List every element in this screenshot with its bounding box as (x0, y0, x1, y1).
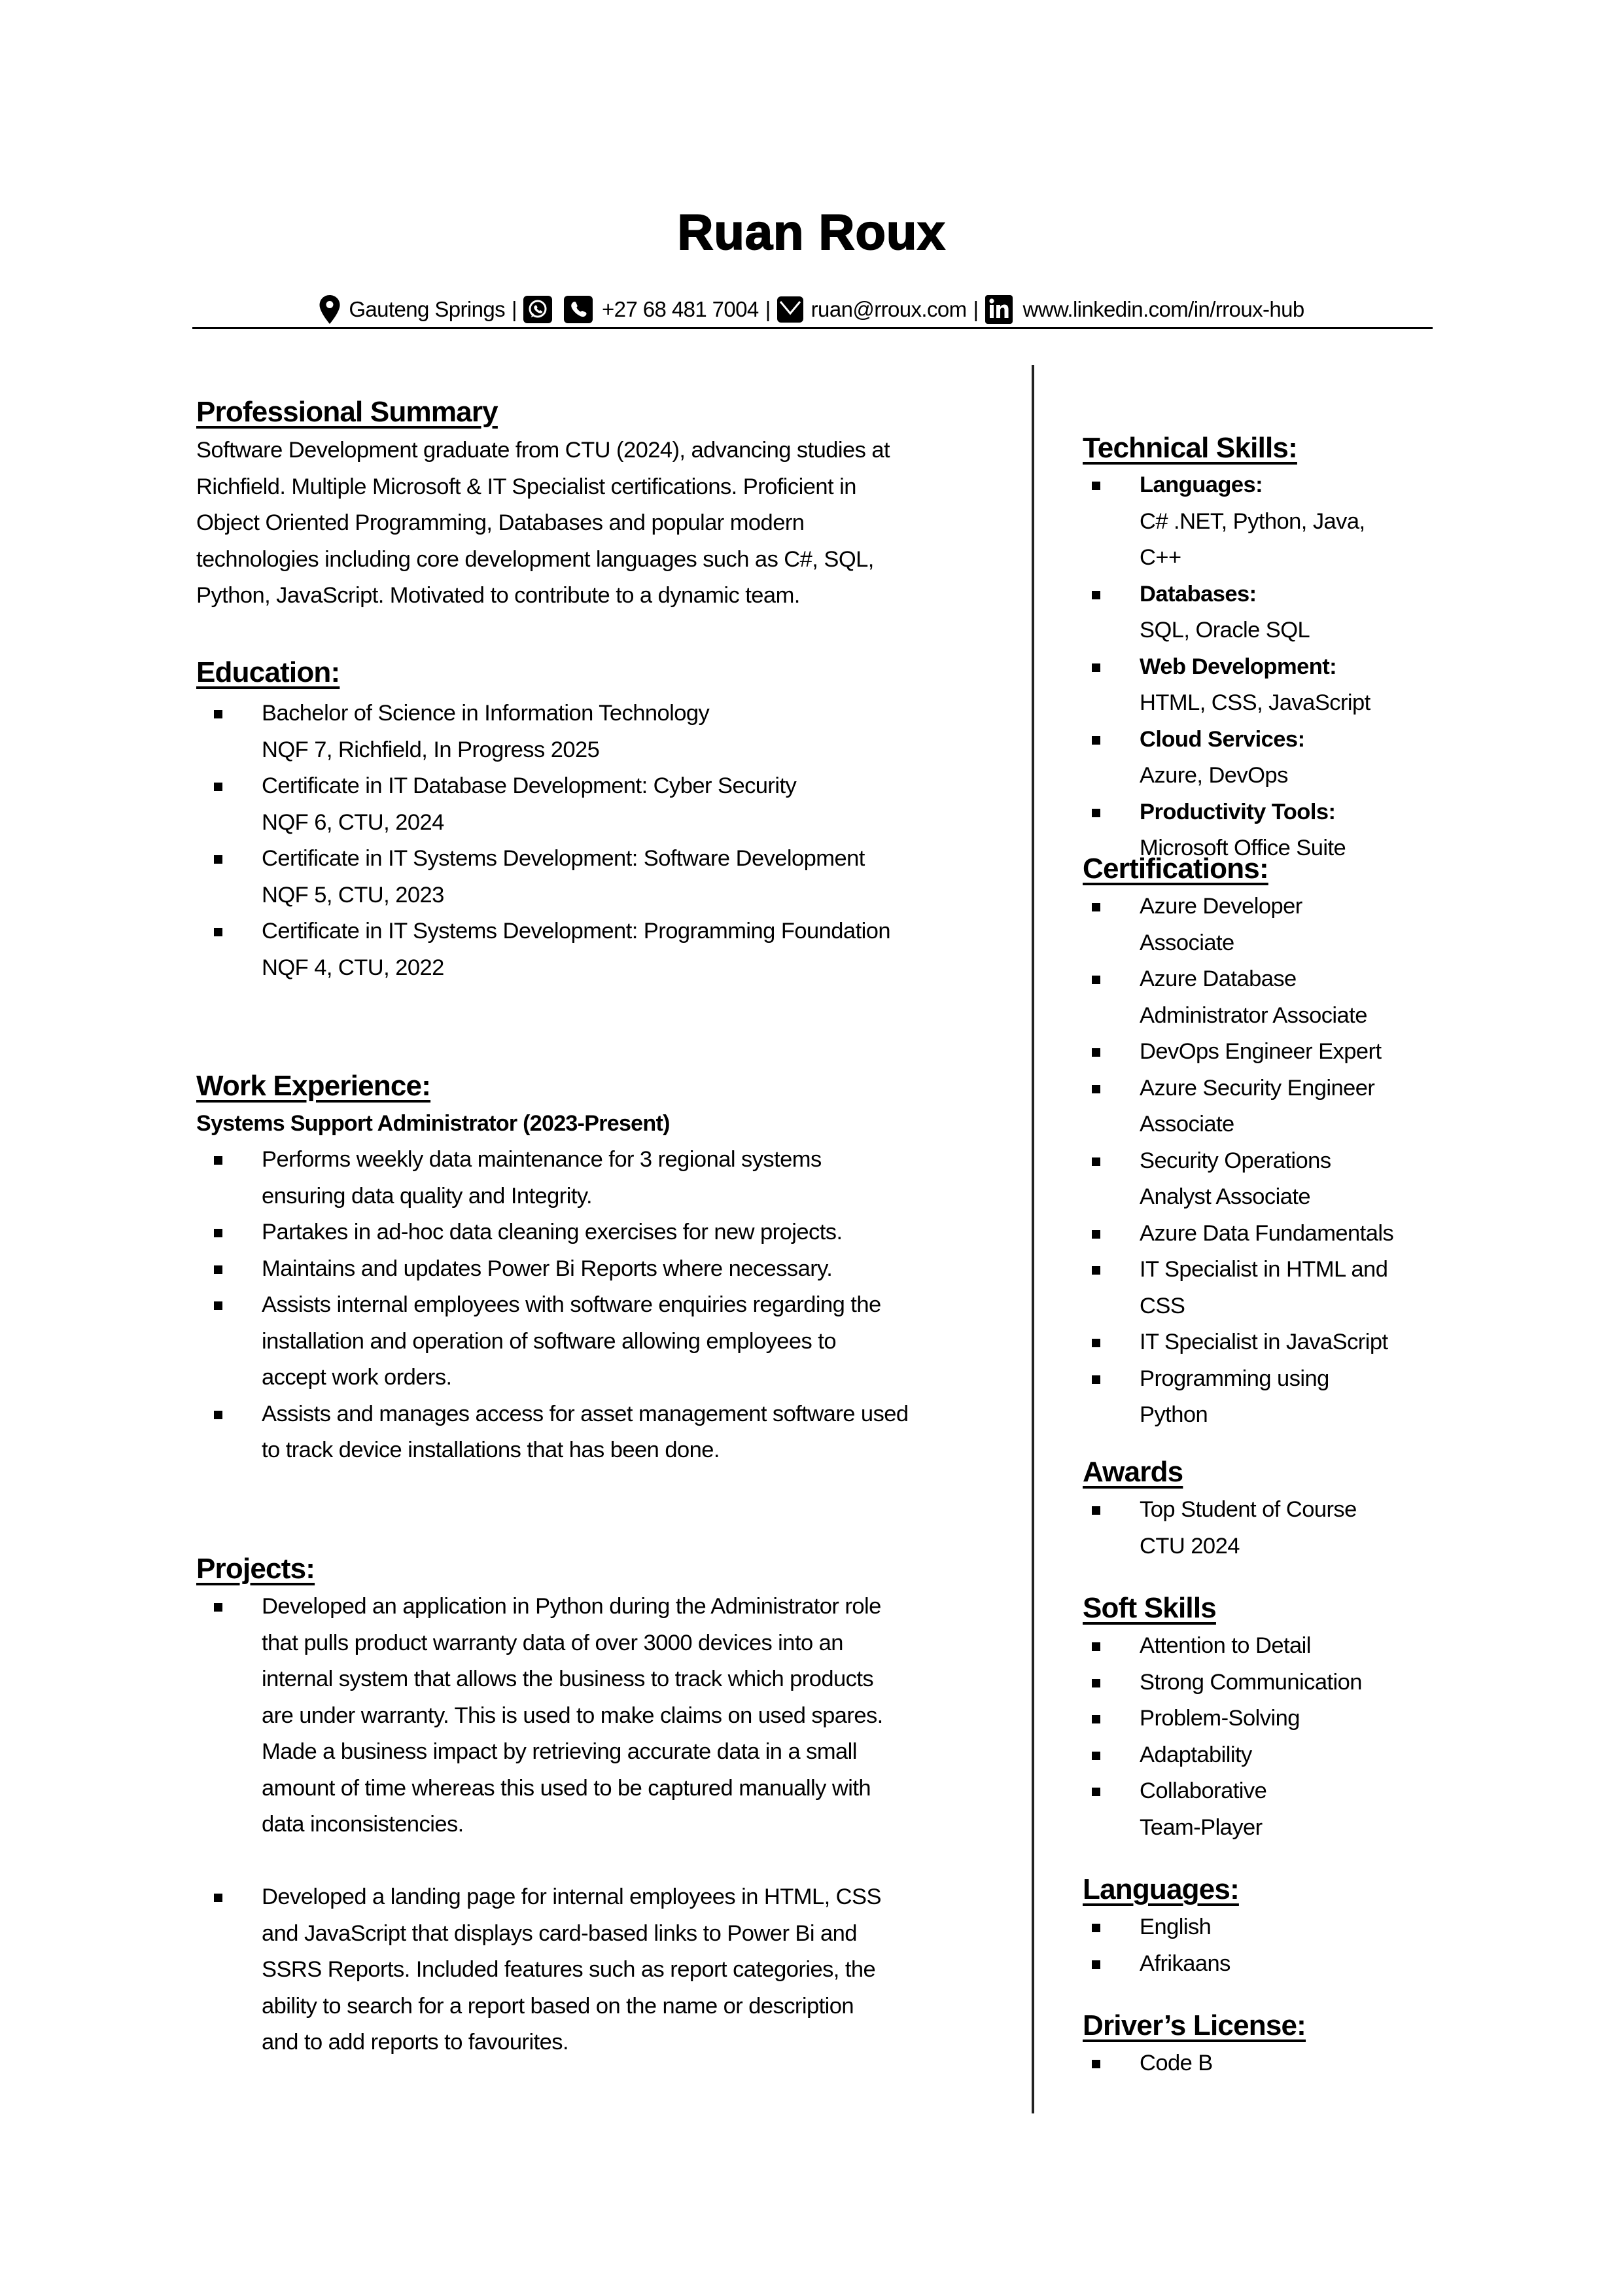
soft-skill-item (1083, 1628, 1449, 1665)
soft-skill-item (1083, 1773, 1449, 1846)
certification-item (1083, 889, 1449, 961)
project-line: and JavaScript that displays card-based links to Power Bi and (262, 1920, 857, 1946)
languages-heading: Languages: (1083, 1873, 1239, 1905)
work-item (196, 1396, 1014, 1469)
certification-line: IT Specialist in JavaScript (1140, 1330, 1388, 1354)
work-line: installation and operation of software allowing employees to (262, 1328, 836, 1354)
summary-line: Python, JavaScript. Motivated to contribute to a dynamic team. (196, 583, 800, 608)
language-line: Afrikaans (1140, 1951, 1230, 1976)
soft-skills-list (1083, 1628, 1449, 1846)
skill-group-values: HTML, CSS, JavaScript (1140, 690, 1370, 715)
technical-skills-list (1083, 467, 1449, 867)
license-heading: Driver’s License: (1083, 2009, 1306, 2041)
summary-line: Object Oriented Programming, Databases and popular modern (196, 510, 805, 535)
skill-group (1083, 467, 1449, 576)
work-line: ensuring data quality and Integrity. (262, 1183, 593, 1209)
project-line: are under warranty. This is used to make claims on used spares. (262, 1703, 883, 1728)
work-item (196, 1214, 1014, 1251)
linkedin-icon (985, 295, 1013, 324)
education-detail: NQF 4, CTU, 2022 (262, 955, 444, 980)
summary-heading: Professional Summary (196, 396, 498, 428)
email-link[interactable]: ruan@rroux.com (811, 297, 967, 321)
education-degree: Certificate in IT Database Development: Cyber Security (262, 773, 797, 798)
project-line: Developed an application in Python during the Administrator role (262, 1594, 881, 1619)
license-list (1083, 2045, 1449, 2082)
bullet-icon (1092, 1924, 1100, 1932)
work-heading: Work Experience: (196, 1070, 431, 1102)
work-item (196, 1287, 1014, 1396)
soft-skill-line: Problem-Solving (1140, 1706, 1300, 1731)
certification-item (1083, 1070, 1449, 1143)
bullet-icon (214, 710, 222, 718)
certification-line: Azure Developer (1140, 894, 1302, 919)
bullet-icon (1092, 2060, 1100, 2068)
award-line: CTU 2024 (1140, 1533, 1240, 1559)
skill-group-label: Web Development: (1140, 654, 1337, 679)
candidate-name: Ruan Roux (677, 205, 946, 260)
bullet-icon (1092, 1266, 1100, 1275)
language-item (1083, 1946, 1449, 1983)
summary-line: Software Development graduate from CTU (2024), advancing studies at (196, 438, 890, 463)
phone-text[interactable]: +27 68 481 7004 (602, 297, 759, 321)
work-line: Assists internal employees with software enquiries regarding the (262, 1292, 881, 1317)
certification-item (1083, 1143, 1449, 1216)
skill-group-values: SQL, Oracle SQL (1140, 618, 1310, 643)
bullet-icon (1092, 591, 1100, 599)
bullet-icon (1092, 1048, 1100, 1057)
award-item (1083, 1492, 1449, 1564)
project-line: Made a business impact by retrieving accurate data in a small (262, 1739, 857, 1764)
skill-group (1083, 576, 1449, 649)
certification-line: Programming using (1140, 1366, 1329, 1391)
work-item (196, 1142, 1014, 1214)
column-divider (1032, 365, 1034, 2113)
skill-group-values: C# .NET, Python, Java, (1140, 508, 1365, 534)
mail-icon (777, 296, 803, 323)
bullet-icon (214, 1603, 222, 1612)
phone-icon[interactable] (564, 296, 593, 323)
skill-group-label: Databases: (1140, 581, 1257, 607)
projects-heading: Projects: (196, 1553, 315, 1585)
skill-group (1083, 649, 1449, 722)
header-divider (192, 327, 1433, 329)
skill-group-label: Languages: (1140, 472, 1263, 497)
project-item (196, 1589, 1014, 1843)
work-line: Partakes in ad-hoc data cleaning exercises for new projects. (262, 1220, 843, 1245)
bullet-icon (1092, 809, 1100, 817)
work-line: Assists and manages access for asset management software used (262, 1401, 909, 1426)
soft-skill-line: Team-Player (1140, 1814, 1263, 1840)
education-degree: Bachelor of Science in Information Technology (262, 701, 710, 726)
soft-skill-line: Strong Communication (1140, 1669, 1362, 1695)
license-line: Code B (1140, 2051, 1213, 2075)
education-item (196, 913, 1014, 986)
bullet-icon (214, 1301, 222, 1310)
bullet-icon (1092, 1157, 1100, 1166)
project-line: amount of time whereas this used to be captured manually with (262, 1775, 871, 1801)
bullet-icon (214, 1265, 222, 1274)
project-line: data inconsistencies. (262, 1812, 464, 1837)
certification-line: Associate (1140, 930, 1234, 955)
certification-line: Associate (1140, 1112, 1234, 1137)
soft-skill-item (1083, 1665, 1449, 1701)
language-line: English (1140, 1915, 1212, 1939)
soft-skills-heading: Soft Skills (1083, 1592, 1216, 1624)
projects-list (196, 1589, 1014, 2061)
education-list (196, 696, 1014, 986)
education-degree: Certificate in IT Systems Development: Software Development (262, 846, 865, 871)
certifications-heading: Certifications: (1083, 853, 1268, 885)
certification-line: Azure Security Engineer (1140, 1075, 1375, 1101)
education-degree: Certificate in IT Systems Development: Programming Foundation (262, 919, 890, 944)
bullet-icon (1092, 1715, 1100, 1723)
education-detail: NQF 5, CTU, 2023 (262, 882, 444, 908)
bullet-icon (1092, 736, 1100, 745)
bullet-icon (1092, 976, 1100, 984)
certification-line: Python (1140, 1402, 1208, 1427)
bullet-icon (214, 1411, 222, 1419)
education-detail: NQF 7, Richfield, In Progress 2025 (262, 737, 600, 762)
work-item (196, 1251, 1014, 1288)
certification-item (1083, 1252, 1449, 1324)
awards-list (1083, 1492, 1449, 1564)
bullet-icon (1092, 1788, 1100, 1796)
soft-skill-item (1083, 1737, 1449, 1774)
soft-skill-item (1083, 1701, 1449, 1737)
work-line: Maintains and updates Power Bi Reports where necessary. (262, 1256, 833, 1281)
contact-row (0, 293, 1623, 326)
skill-group-values: C++ (1140, 545, 1181, 570)
bullet-icon (214, 1156, 222, 1165)
bullet-icon (1092, 482, 1100, 490)
bullet-icon (1092, 1642, 1100, 1651)
certification-line: IT Specialist in HTML and (1140, 1257, 1388, 1282)
project-line: SSRS Reports. Included features such as report categories, the (262, 1957, 876, 1982)
certification-item (1083, 1216, 1449, 1252)
skill-group-values: Microsoft Office Suite (1140, 836, 1346, 860)
certification-line: Analyst Associate (1140, 1184, 1311, 1209)
certification-line: Azure Data Fundamentals (1140, 1220, 1394, 1246)
job-title: Systems Support Administrator (2023-Present) (196, 1111, 670, 1136)
languages-list (1083, 1909, 1449, 1982)
certification-line: Security Operations (1140, 1148, 1331, 1173)
skill-group-values: Azure, DevOps (1140, 763, 1288, 788)
project-line: ability to search for a report based on the name or description (262, 1993, 854, 2019)
work-line: accept work orders. (262, 1365, 452, 1390)
linkedin-link[interactable]: www.linkedin.com/in/rroux-hub (1022, 297, 1304, 321)
bullet-icon (214, 783, 222, 791)
bullet-icon (1092, 663, 1100, 672)
bullet-icon (1092, 903, 1100, 911)
skill-group-label: Cloud Services: (1140, 726, 1305, 752)
bullet-icon (1092, 1339, 1100, 1347)
certification-item (1083, 961, 1449, 1034)
certification-line: Azure Database (1140, 966, 1297, 991)
technical-skills-heading: Technical Skills: (1083, 432, 1297, 464)
work-line: to track device installations that has been done. (262, 1438, 720, 1462)
summary-line: technologies including core development languages such as C#, SQL, (196, 546, 874, 572)
project-line: internal system that allows the business to track which products (262, 1667, 874, 1691)
certification-line: Administrator Associate (1140, 1002, 1367, 1028)
map-pin-icon (319, 294, 341, 325)
project-line: Developed a landing page for internal employees in HTML, CSS (262, 1884, 881, 1909)
soft-skill-line: Collaborative (1140, 1778, 1267, 1803)
language-item (1083, 1909, 1449, 1946)
skill-group-label: Productivity Tools: (1140, 799, 1336, 824)
skill-group (1083, 722, 1449, 794)
location-text: Gauteng Springs (349, 297, 506, 321)
bullet-icon (214, 855, 222, 864)
award-line: Top Student of Course (1140, 1497, 1357, 1522)
bullet-icon (1092, 1960, 1100, 1969)
certification-item (1083, 1361, 1449, 1434)
project-line: that pulls product warranty data of over 3000 devices into an (262, 1630, 843, 1655)
certification-item (1083, 1324, 1449, 1361)
bullet-icon (214, 1229, 222, 1237)
bullet-icon (1092, 1230, 1100, 1239)
separator: | (765, 297, 771, 321)
license-item (1083, 2045, 1449, 2082)
summary-line: Richfield. Multiple Microsoft & IT Specialist certifications. Proficient in (196, 474, 856, 499)
education-detail: NQF 6, CTU, 2024 (262, 809, 444, 835)
certifications-list (1083, 889, 1449, 1434)
project-line: and to add reports to favourites. (262, 2030, 568, 2055)
bullet-icon (214, 928, 222, 936)
bullet-icon (1092, 1679, 1100, 1687)
separator: | (973, 297, 979, 321)
bullet-icon (214, 1894, 222, 1902)
education-item (196, 696, 1014, 768)
bullet-icon (1092, 1506, 1100, 1515)
project-item (196, 1879, 1014, 2061)
bullet-icon (1092, 1375, 1100, 1384)
soft-skill-line: Attention to Detail (1140, 1633, 1311, 1658)
work-line: Performs weekly data maintenance for 3 regional systems (262, 1147, 822, 1172)
certification-line: CSS (1140, 1293, 1185, 1318)
bullet-icon (1092, 1752, 1100, 1760)
awards-heading: Awards (1083, 1456, 1183, 1488)
certification-item (1083, 1034, 1449, 1070)
summary-text (196, 433, 890, 614)
work-list (196, 1142, 1014, 1469)
bullet-icon (1092, 1085, 1100, 1093)
soft-skill-line: Adaptability (1140, 1742, 1252, 1767)
education-heading: Education: (196, 656, 340, 688)
education-item (196, 768, 1014, 841)
whatsapp-icon[interactable] (523, 296, 552, 323)
certification-line: DevOps Engineer Expert (1140, 1039, 1382, 1064)
education-item (196, 841, 1014, 913)
separator: | (512, 297, 517, 321)
